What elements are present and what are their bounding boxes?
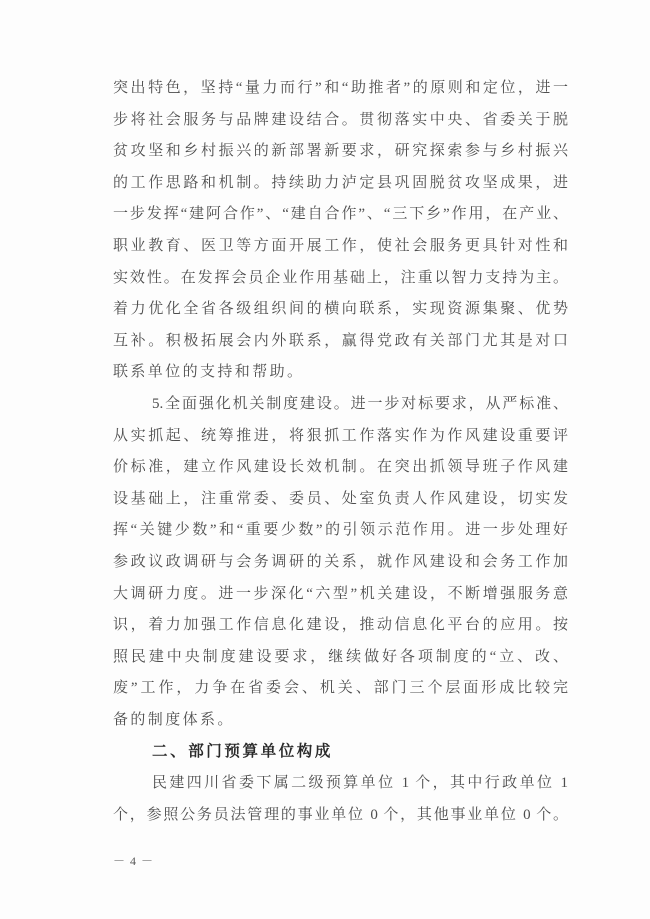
- paragraph-item-5: [113, 389, 568, 737]
- page-number: － 4 －: [113, 854, 155, 868]
- body-line: 联系单位的支持和帮助。: [113, 364, 305, 381]
- body-line: 大调研力度。进一步深化“六型”机关建设，不断增强服务意: [113, 585, 568, 602]
- body-line: 备的制度体系。: [113, 711, 235, 728]
- body-line: 5.全面强化机关制度建设。进一步对标要求，从严标准、: [152, 395, 568, 412]
- body-line: 识，着力加强工作信息化建设，推动信息化平台的应用。按: [113, 617, 568, 634]
- body-line: 职业教育、医卫等方面开展工作，使社会服务更具针对性和: [113, 237, 568, 254]
- body-line: 着力优化全省各级组织间的横向联系，实现资源集聚、优势: [113, 301, 568, 318]
- body-line: 突出特色，坚持“量力而行”和“助推者”的原则和定位，进一: [113, 80, 568, 96]
- body-line: 废”工作，力争在省委会、机关、部门三个层面形成比较完: [113, 680, 568, 697]
- body-line: 参政议政调研与会务调研的关系，就作风建设和会务工作加: [113, 553, 568, 570]
- body-line: 的工作思路和机制。持续助力泸定县巩固脱贫攻坚成果，进: [113, 174, 568, 191]
- body-line: 个，参照公务员法管理的事业单位 0 个，其他事业单位 0 个。: [113, 806, 568, 823]
- body-line: 挥“关键少数”和“重要少数”的引领示范作用。进一步处理好: [113, 522, 568, 539]
- body-line: 价标准，建立作风建设长效机制。在突出抓领导班子作风建: [113, 459, 568, 476]
- document-body: [113, 73, 568, 831]
- body-line: 步将社会服务与品牌建设结合。贯彻落实中央、省委关于脱: [113, 111, 568, 128]
- body-line: 贫攻坚和乡村振兴的新部署新要求，研究探索参与乡村振兴: [113, 143, 568, 160]
- body-line: 民建四川省委下属二级预算单位 1 个，其中行政单位 1: [152, 775, 568, 792]
- section-heading: 二、部门预算单位构成: [152, 743, 334, 761]
- body-line: 设基础上，注重常委、委员、处室负责人作风建设，切实发: [113, 490, 568, 507]
- body-line: 实效性。在发挥会员企业作用基础上，注重以智力支持为主。: [113, 269, 568, 286]
- paragraph-budget-units: [113, 768, 568, 831]
- paragraph-continuation: [113, 73, 568, 389]
- body-line: 从实抓起、统筹推进，将狠抓工作落实作为作风建设重要评: [113, 427, 568, 444]
- body-line: 照民建中央制度建设要求，继续做好各项制度的“立、改、: [113, 648, 568, 665]
- body-line: 一步发挥“建阿合作”、“建自合作”、“三下乡”作用，在产业、: [113, 206, 568, 223]
- body-line: 互补。积极拓展会内外联系，赢得党政有关部门尤其是对口: [113, 332, 568, 349]
